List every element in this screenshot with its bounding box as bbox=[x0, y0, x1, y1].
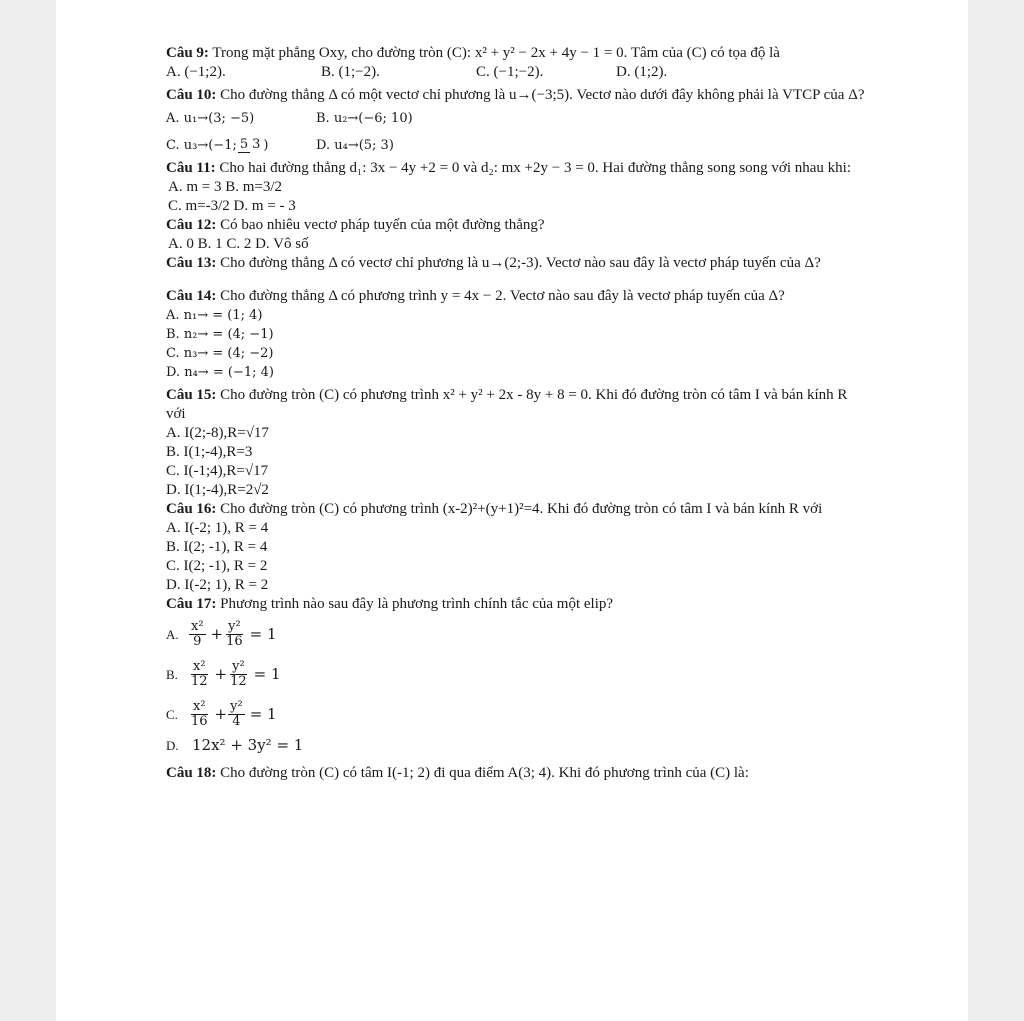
question-14-option-c: C. n₃→ = (4; −2) bbox=[166, 346, 274, 361]
question-14-option-b: B. n₂→ = (4; −1) bbox=[166, 327, 274, 342]
question-13: Câu 13: Cho đường thẳng Δ có vectơ chỉ phương là u→(2;-3). Vectơ nào sau đây là vectơ pháp tuyến của Δ? bbox=[166, 255, 821, 271]
question-17-option-b: B. $\frac{\text{x²}}{12}$ + $\frac{\text{y²}}{12}$ = 1 bbox=[166, 658, 281, 689]
question-12-options: A. 0 B. 1 C. 2 D. Vô số bbox=[168, 236, 309, 252]
option-b: B. (1;−2). bbox=[321, 64, 380, 80]
question-16-option-a: A. I(-2; 1), R = 4 bbox=[166, 520, 269, 536]
question-17: Câu 17: Phương trình nào sau đây là phương trình chính tắc của một elip? bbox=[166, 596, 614, 612]
question-11: Câu 11: Cho hai đường thẳng d₁: 3x − 4y +2 = 0 và d₂: mx +2y − 3 = 0. Hai đường thẳng song song với nhau khi: bbox=[166, 160, 851, 176]
question-17-option-d: D. 12x² + 3y² = 1 bbox=[166, 736, 304, 754]
question-14-option-a: A. n₁→ = (1; 4) bbox=[166, 308, 263, 323]
option-c: C. u₃→(−1;5 3 ) bbox=[166, 137, 269, 153]
question-16: Câu 16: Cho đường tròn (C) có phương trình (x-2)²+(y+1)²=4. Khi đó đường tròn có tâm I và bán kính R với bbox=[166, 501, 823, 517]
question-9: Câu 9: Trong mặt phẳng Oxy, cho đường tròn (C): x² + y² − 2x + 4y − 1 = 0. Tâm của (C) có tọa độ là bbox=[166, 45, 780, 61]
question-10-options-ab bbox=[166, 109, 866, 128]
option-b: B. u₂→(−6; 10) bbox=[316, 111, 413, 126]
question-9-options bbox=[166, 63, 866, 82]
question-17-option-c: C. $\frac{\text{x²}}{16}$ + $\frac{\text{y²}}{4}$ = 1 bbox=[166, 698, 277, 729]
question-17-option-a: A. $\frac{\text{x²}}{9}$ + $\frac{\text{y²}}{16}$ = 1 bbox=[166, 618, 277, 649]
question-16-option-b: B. I(2; -1), R = 4 bbox=[166, 539, 268, 555]
option-d: D. (1;2). bbox=[616, 64, 668, 80]
question-15-option-b: B. I(1;-4),R=3 bbox=[166, 444, 253, 460]
question-10: Câu 10: Cho đường thẳng Δ có một vectơ chỉ phương là u→(−3;5). Vectơ nào dưới đây không phải là VTCP của Δ? bbox=[166, 87, 865, 103]
document-content bbox=[166, 44, 866, 783]
question-14-option-d: D. n₄→ = (−1; 4) bbox=[166, 365, 274, 380]
option-d: D. u₄→(5; 3) bbox=[316, 138, 394, 153]
question-18: Câu 18: Cho đường tròn (C) có tâm I(-1; 2) đi qua điểm A(3; 4). Khi đó phương trình của (C) là: bbox=[166, 765, 749, 781]
question-16-option-d: D. I(-2; 1), R = 2 bbox=[166, 577, 269, 593]
option-a: A. (−1;2). bbox=[166, 64, 226, 80]
option-a: A. u₁→(3; −5) bbox=[166, 111, 255, 126]
question-15: Câu 15: Cho đường tròn (C) có phương trình x² + y² + 2x - 8y + 8 = 0. Khi đó đường tròn có tâm I và bán kính R với bbox=[166, 387, 848, 422]
question-11-options-ab: A. m = 3 B. m=3/2 bbox=[168, 179, 283, 195]
question-15-option-a: A. I(2;-8),R=√17 bbox=[166, 425, 269, 441]
question-11-options-cd: C. m=-3/2 D. m = - 3 bbox=[168, 198, 296, 214]
document-page bbox=[56, 0, 968, 1021]
option-c: C. (−1;−2). bbox=[476, 64, 544, 80]
question-15-option-d: D. I(1;-4),R=2√2 bbox=[166, 482, 269, 498]
question-15-option-c: C. I(-1;4),R=√17 bbox=[166, 463, 269, 479]
question-14: Câu 14: Cho đường thẳng Δ có phương trình y = 4x − 2. Vectơ nào sau đây là vectơ pháp tuyến của Δ? bbox=[166, 288, 785, 304]
question-10-options-cd bbox=[166, 136, 866, 155]
question-16-option-c: C. I(2; -1), R = 2 bbox=[166, 558, 268, 574]
question-12: Câu 12: Có bao nhiêu vectơ pháp tuyến của một đường thẳng? bbox=[166, 217, 545, 233]
